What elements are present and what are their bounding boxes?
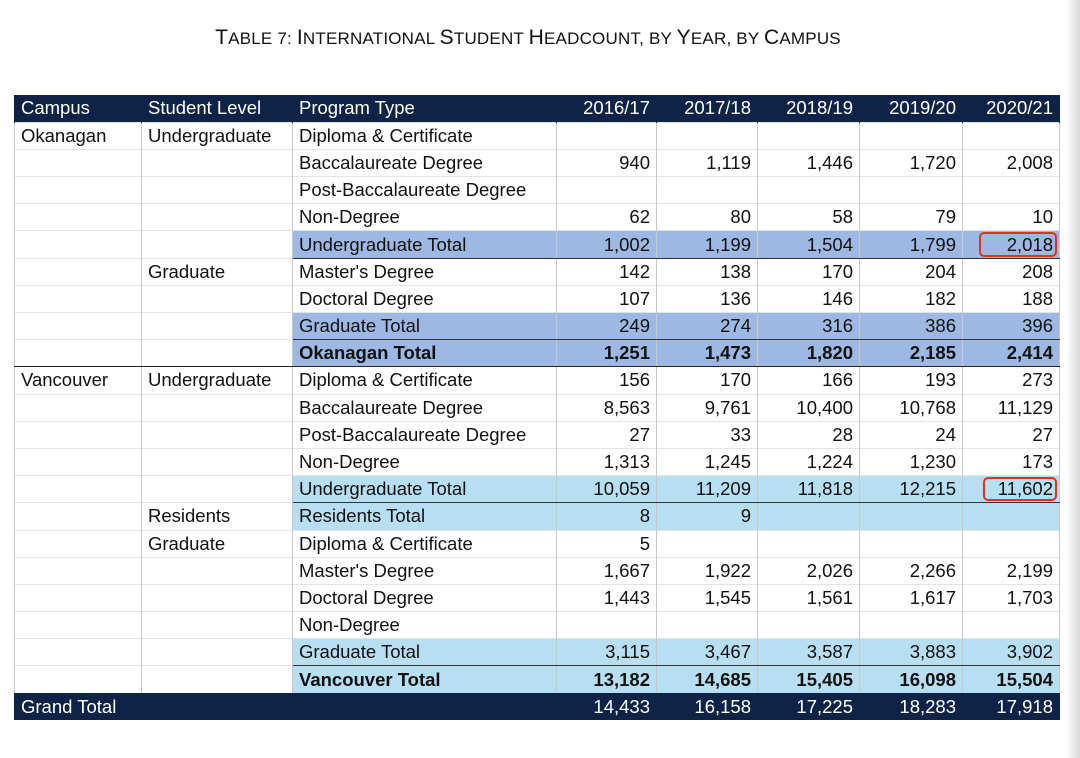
value-cell: 166 [758,367,860,394]
value-cell [758,503,860,530]
program-cell: Non-Degree [293,612,557,639]
campus-cell [15,503,142,530]
campus-cell [15,231,142,258]
header-program-type: Program Type [293,95,557,122]
value-cell: 396 [963,313,1060,340]
value-cell: 10,400 [758,394,860,421]
value-cell: 3,115 [557,639,657,666]
value-cell: 16,098 [860,666,963,693]
value-cell: 1,443 [557,584,657,611]
value-cell: 1,002 [557,231,657,258]
value-cell: 62 [557,204,657,231]
value-cell: 146 [758,285,860,312]
program-cell: Non-Degree [293,448,557,475]
level-cell: Residents [142,503,293,530]
header-campus: Campus [15,95,142,122]
level-cell: Undergraduate [142,122,293,149]
value-cell: 1,922 [657,557,758,584]
value-text: 2,018 [1006,233,1053,255]
campus-cell [15,666,142,693]
campus-cell [15,394,142,421]
level-cell [142,394,293,421]
table-row [15,557,1060,584]
value-cell: 10,768 [860,394,963,421]
value-cell: 15,405 [758,666,860,693]
value-cell: 2,008 [963,149,1060,176]
value-cell: 8 [557,503,657,530]
value-cell: 80 [657,204,758,231]
value-cell: 193 [860,367,963,394]
value-cell: 274 [657,313,758,340]
subtotal-row [15,476,1060,503]
value-cell: 1,446 [758,149,860,176]
campus-cell [15,421,142,448]
campus-cell [15,258,142,285]
value-cell: 24 [860,421,963,448]
campus-cell [15,285,142,312]
level-cell: Graduate [142,530,293,557]
value-cell [860,177,963,204]
value-cell: 33 [657,421,758,448]
level-cell: Graduate [142,258,293,285]
value-cell: 10,059 [557,476,657,503]
value-cell: 1,504 [758,231,860,258]
value-cell [963,612,1060,639]
value-cell: 11,209 [657,476,758,503]
value-cell: 107 [557,285,657,312]
value-cell: 12,215 [860,476,963,503]
program-cell: Doctoral Degree [293,285,557,312]
value-cell: 173 [963,448,1060,475]
campus-cell [15,612,142,639]
campus-cell [15,204,142,231]
value-cell: 1,230 [860,448,963,475]
header-year: 2017/18 [657,95,758,122]
program-cell: Diploma & Certificate [293,122,557,149]
level-cell [142,476,293,503]
program-cell: Graduate Total [293,639,557,666]
level-cell [142,666,293,693]
value-cell: 1,245 [657,448,758,475]
value-cell [963,503,1060,530]
value-cell: 8,563 [557,394,657,421]
table-row [15,584,1060,611]
level-cell [142,149,293,176]
value-cell: 204 [860,258,963,285]
value-cell: 138 [657,258,758,285]
highlighted-value-cell [963,231,1060,258]
value-cell [758,122,860,149]
level-cell [142,448,293,475]
program-cell: Diploma & Certificate [293,530,557,557]
campus-total-row [15,340,1060,367]
value-cell: 142 [557,258,657,285]
value-cell: 940 [557,149,657,176]
value-cell [657,122,758,149]
table-row [15,258,1060,285]
subtotal-row [15,231,1060,258]
header-year: 2020/21 [963,95,1060,122]
value-cell: 9,761 [657,394,758,421]
header-year: 2018/19 [758,95,860,122]
header-year: 2019/20 [860,95,963,122]
level-cell [142,639,293,666]
program-cell: Post-Baccalaureate Degree [293,177,557,204]
value-cell: 2,026 [758,557,860,584]
value-cell: 1,703 [963,584,1060,611]
value-cell: 13,182 [557,666,657,693]
table-row [15,122,1060,149]
value-cell: 14,685 [657,666,758,693]
level-cell [142,421,293,448]
program-cell: Graduate Total [293,313,557,340]
value-cell: 17,225 [758,693,860,720]
value-cell [557,612,657,639]
value-cell: 1,617 [860,584,963,611]
program-cell: Non-Degree [293,204,557,231]
campus-cell [15,340,142,367]
level-cell [142,177,293,204]
program-cell: Doctoral Degree [293,584,557,611]
header-student-level: Student Level [142,95,293,122]
table-row [15,530,1060,557]
value-cell: 58 [758,204,860,231]
value-cell: 1,119 [657,149,758,176]
program-cell: Vancouver Total [293,666,557,693]
program-cell: Undergraduate Total [293,231,557,258]
value-cell: 3,587 [758,639,860,666]
value-cell: 1,545 [657,584,758,611]
table-row [15,285,1060,312]
table-row [15,448,1060,475]
value-cell: 1,473 [657,340,758,367]
table-row [15,394,1060,421]
value-cell: 15,504 [963,666,1060,693]
program-cell: Undergraduate Total [293,476,557,503]
value-cell: 1,199 [657,231,758,258]
value-cell: 18,283 [860,693,963,720]
program-cell: Master's Degree [293,258,557,285]
value-cell [963,122,1060,149]
value-cell: 11,129 [963,394,1060,421]
page-edge-shadow [1066,0,1080,758]
value-cell: 2,414 [963,340,1060,367]
value-cell: 27 [963,421,1060,448]
value-cell: 1,561 [758,584,860,611]
campus-cell [15,313,142,340]
level-cell [142,313,293,340]
value-cell [860,530,963,557]
header-year: 2016/17 [557,95,657,122]
level-cell [142,612,293,639]
header-row [15,95,1060,122]
level-cell [142,557,293,584]
value-cell: 1,799 [860,231,963,258]
value-cell: 1,251 [557,340,657,367]
program-cell: Diploma & Certificate [293,367,557,394]
value-cell: 5 [557,530,657,557]
program-cell: Okanagan Total [293,340,557,367]
value-cell: 136 [657,285,758,312]
campus-cell [15,448,142,475]
table-row [15,204,1060,231]
value-cell: 79 [860,204,963,231]
value-cell: 2,266 [860,557,963,584]
value-cell: 170 [657,367,758,394]
subtotal-row [15,639,1060,666]
value-cell: 1,667 [557,557,657,584]
value-cell: 10 [963,204,1060,231]
level-cell [142,231,293,258]
subtotal-row [15,313,1060,340]
campus-cell [15,584,142,611]
table-row [15,421,1060,448]
value-cell: 156 [557,367,657,394]
value-cell [860,612,963,639]
value-cell: 182 [860,285,963,312]
value-cell [557,177,657,204]
campus-cell: Okanagan [15,122,142,149]
campus-cell [15,476,142,503]
value-cell [860,503,963,530]
value-cell: 3,902 [963,639,1060,666]
value-cell: 17,918 [963,693,1060,720]
value-cell [657,612,758,639]
table-row [15,177,1060,204]
value-cell: 1,224 [758,448,860,475]
value-cell: 386 [860,313,963,340]
value-cell: 14,433 [557,693,657,720]
value-cell [758,612,860,639]
value-cell: 1,313 [557,448,657,475]
table-row [15,612,1060,639]
level-cell [142,204,293,231]
campus-cell [15,639,142,666]
value-cell: 2,185 [860,340,963,367]
value-cell [963,530,1060,557]
value-cell [860,122,963,149]
campus-cell [15,177,142,204]
highlighted-value-cell [963,476,1060,503]
value-cell: 2,199 [963,557,1060,584]
value-cell: 9 [657,503,758,530]
program-cell: Post-Baccalaureate Degree [293,421,557,448]
value-cell: 16,158 [657,693,758,720]
level-cell [142,340,293,367]
value-cell: 3,883 [860,639,963,666]
table-row [15,149,1060,176]
level-cell [142,584,293,611]
program-cell: Baccalaureate Degree [293,394,557,421]
program-cell: Baccalaureate Degree [293,149,557,176]
value-text: 11,602 [997,478,1053,500]
campus-cell [15,530,142,557]
value-cell: 11,818 [758,476,860,503]
value-cell [657,177,758,204]
campus-cell: Vancouver [15,367,142,394]
value-cell: 27 [557,421,657,448]
level-cell: Undergraduate [142,367,293,394]
value-cell: 170 [758,258,860,285]
value-cell: 188 [963,285,1060,312]
value-cell: 1,820 [758,340,860,367]
level-cell [142,285,293,312]
value-cell: 28 [758,421,860,448]
value-cell: 208 [963,258,1060,285]
value-cell [657,530,758,557]
campus-cell [15,149,142,176]
value-cell: 249 [557,313,657,340]
program-cell: Residents Total [293,503,557,530]
program-cell: Master's Degree [293,557,557,584]
value-cell [557,122,657,149]
value-cell: 3,467 [657,639,758,666]
campus-total-row [15,666,1060,693]
grand-total-row [15,693,1060,720]
headcount-table [14,95,1060,720]
subtotal-row [15,503,1060,530]
grand-total-label: Grand Total [15,693,557,720]
value-cell [758,530,860,557]
value-cell: 1,720 [860,149,963,176]
value-cell: 316 [758,313,860,340]
value-cell: 273 [963,367,1060,394]
value-cell [758,177,860,204]
table-row [15,367,1060,394]
table-title: TABLE 7: INTERNATIONAL STUDENT HEADCOUNT, BY YEAR, BY CAMPUS [215,26,841,49]
value-cell [963,177,1060,204]
campus-cell [15,557,142,584]
